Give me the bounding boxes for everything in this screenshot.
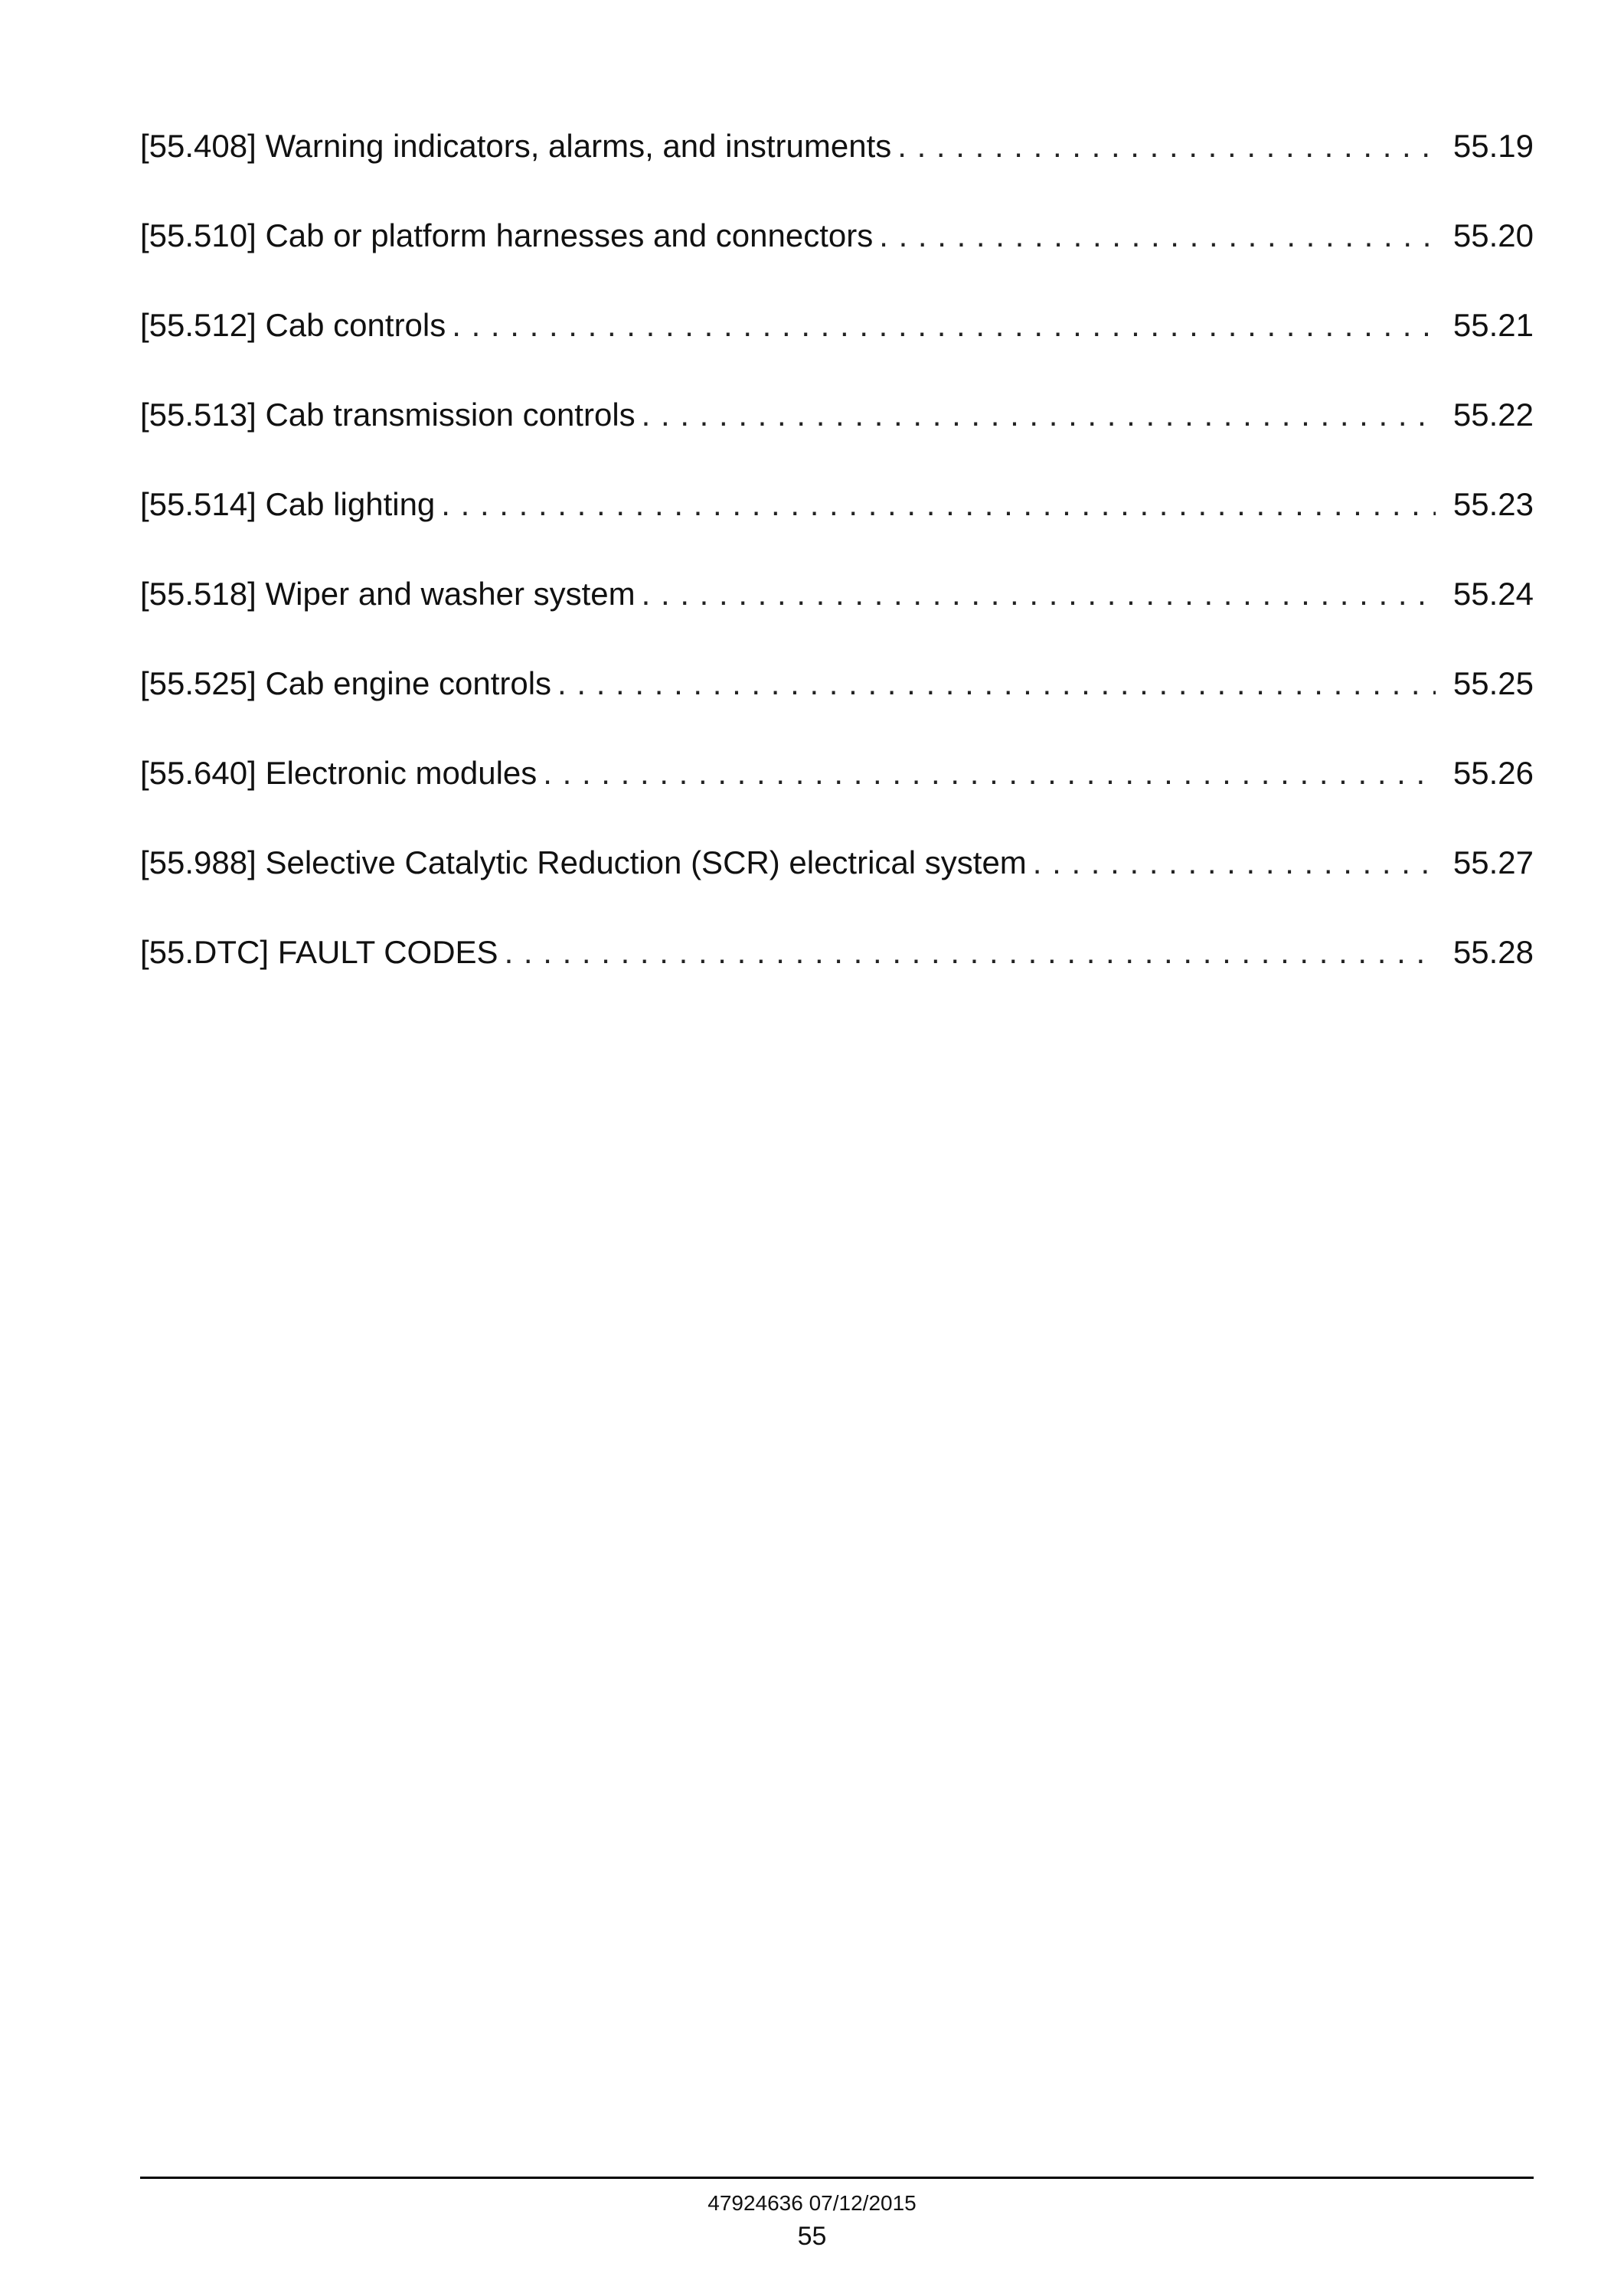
toc-entry-page[interactable]: 55.21 (1452, 307, 1534, 343)
toc-entry[interactable] (140, 488, 1534, 578)
dot-leader (543, 757, 1436, 789)
toc-entry-title[interactable]: [55.525] Cab engine controls (140, 665, 552, 701)
dot-leader (557, 668, 1436, 700)
toc-entry[interactable] (140, 936, 1534, 1026)
dot-leader (642, 399, 1436, 431)
toc-entry-page[interactable]: 55.23 (1452, 486, 1534, 522)
toc-entry-page[interactable]: 55.25 (1452, 665, 1534, 701)
toc-entry[interactable] (140, 130, 1534, 220)
toc-entry[interactable] (140, 578, 1534, 668)
table-of-contents (140, 130, 1534, 1026)
dot-leader (441, 488, 1436, 521)
toc-entry-page[interactable]: 55.20 (1452, 217, 1534, 253)
dot-leader (452, 309, 1436, 341)
toc-entry[interactable] (140, 399, 1534, 488)
toc-entry-title[interactable]: [55.518] Wiper and washer system (140, 576, 636, 612)
toc-entry[interactable] (140, 309, 1534, 399)
toc-entry-title[interactable]: [55.514] Cab lighting (140, 486, 436, 522)
dot-leader (1033, 847, 1436, 879)
toc-entry-title[interactable]: [55.512] Cab controls (140, 307, 446, 343)
toc-entry-page[interactable]: 55.19 (1452, 128, 1534, 164)
toc-entry[interactable] (140, 757, 1534, 847)
footer-document-reference: 47924636 07/12/2015 (707, 2191, 917, 2215)
toc-entry-page[interactable]: 55.27 (1452, 844, 1534, 880)
dot-leader (897, 130, 1436, 162)
toc-entry[interactable] (140, 665, 1534, 757)
toc-entry-page[interactable]: 55.22 (1452, 397, 1534, 433)
toc-entry-title[interactable]: [55.DTC] FAULT CODES (140, 934, 498, 970)
toc-entry[interactable] (140, 844, 1534, 936)
toc-entry-page[interactable]: 55.26 (1452, 755, 1534, 791)
toc-entry-title[interactable]: [55.510] Cab or platform harnesses and connectors (140, 217, 874, 253)
toc-entry-title[interactable]: [55.408] Warning indicators, alarms, and instruments (140, 128, 892, 164)
dot-leader (879, 220, 1436, 252)
dot-leader (505, 936, 1436, 968)
toc-entry-page[interactable]: 55.24 (1452, 576, 1534, 612)
toc-entry-title[interactable]: [55.640] Electronic modules (140, 755, 538, 791)
footer-page-number: 55 (797, 2222, 827, 2251)
toc-entry-title[interactable]: [55.513] Cab transmission controls (140, 397, 636, 433)
footer-divider (140, 2177, 1534, 2179)
toc-entry[interactable] (140, 217, 1534, 309)
dot-leader (642, 578, 1436, 610)
toc-entry-title[interactable]: [55.988] Selective Catalytic Reduction (SCR) electrical system (140, 844, 1027, 880)
toc-entry-page[interactable]: 55.28 (1452, 934, 1534, 970)
